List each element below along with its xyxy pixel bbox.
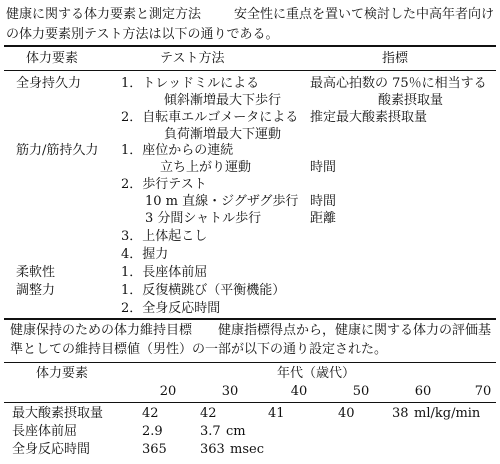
intro-line1-right: 安全性に重点を置いて検討した中高年者向け	[234, 7, 495, 22]
table2-age-header: 40	[290, 384, 308, 399]
table2-value-cell: 41	[268, 406, 285, 421]
table1-header-method: テスト方法	[160, 51, 225, 66]
table2-value-cell: 42	[200, 406, 217, 421]
table2-unit: ml/kg/min	[414, 406, 481, 421]
table1-method-cell: 負荷漸増最大下運動	[164, 127, 282, 142]
table1-method-cell: 1．座位からの連続	[121, 143, 234, 158]
table1-top-rule	[4, 45, 496, 47]
intro-line2: の体力要素別テスト方法は以下の通りである。	[6, 27, 279, 42]
table1-header-index: 指標	[382, 51, 409, 66]
table2-value-cell: 38	[392, 406, 409, 421]
table2-age-header: 50	[352, 384, 370, 399]
table1-index-cell: 酸素摂取量	[378, 93, 444, 108]
table1-method-cell: 1．反復横跳び（平衡機能）	[121, 283, 286, 298]
table2-age-header: 70	[474, 384, 492, 399]
table2-value-cell: 3.7	[200, 424, 221, 439]
mid-line1-right: 健康指標得点から，健康に関する体力の評価基	[218, 323, 492, 338]
table1-method-cell: 3 分間シャトル歩行	[145, 211, 262, 226]
table1-method-cell: 2．全身反応時間	[121, 301, 221, 316]
intro-line1-left: 健康に関する体力要素と測定方法	[6, 7, 202, 22]
table1-index-cell: 距離	[310, 211, 337, 226]
table1-method-cell: 10 m 直線・ジグザグ歩行	[145, 194, 299, 209]
table2-row-label: 長座体前屈	[12, 424, 78, 439]
table2-header-rule	[4, 402, 496, 403]
mid-line1-left: 健康保持のための体力維持目標	[10, 323, 193, 338]
table2-value-cell: 365	[142, 442, 167, 457]
table1-method-cell: 傾斜漸増最大下歩行	[164, 93, 282, 108]
table2-header-age: 年代（歳代）	[277, 366, 356, 381]
table1-method-cell: 3．上体起こし	[121, 229, 208, 244]
table1-element-cell: 筋力/筋持久力	[16, 143, 99, 158]
table1-method-cell: 2．歩行テスト	[121, 177, 207, 192]
table1-method-cell: 2．自転車エルゴメータによる	[121, 110, 299, 125]
table1-element-cell: 全身持久力	[16, 76, 82, 91]
table1-method-cell: 1．長座体前屈	[121, 265, 208, 280]
table1-header-element: 体力要素	[26, 51, 79, 66]
table1-header-rule	[4, 70, 496, 71]
table1-method-cell: 立ち上がり運動	[160, 160, 252, 175]
table2-top-rule	[4, 362, 496, 363]
table1-element-cell: 調整力	[16, 283, 56, 298]
table1-method-cell: 1．トレッドミルによる	[121, 76, 260, 91]
table2-age-header: 20	[159, 384, 177, 399]
table2-row-label: 全身反応時間	[12, 442, 91, 457]
table1-bottom-rule	[4, 318, 496, 320]
table2-value-cell: 40	[338, 406, 355, 421]
table1-index-cell: 最高心拍数の 75％に相当する	[310, 76, 487, 91]
table1-element-cell: 柔軟性	[16, 265, 56, 280]
table1-index-cell: 時間	[310, 194, 337, 209]
table2-unit: cm	[226, 424, 246, 439]
table2-age-header: 30	[221, 384, 239, 399]
table2-value-cell: 42	[142, 406, 159, 421]
table2-header-element: 体力要素	[36, 366, 89, 381]
table1-index-cell: 時間	[310, 160, 337, 175]
table2-row-label: 最大酸素摂取量	[12, 406, 104, 421]
table2-value-cell: 2.9	[142, 424, 163, 439]
table2-age-header: 60	[414, 384, 432, 399]
table1-method-cell: 4．握力	[121, 247, 169, 262]
mid-line2: 準としての維持目標値（男性）の一部が以下の通り設定された。	[10, 342, 388, 357]
table2-unit: msec	[230, 442, 264, 457]
table2-value-cell: 363	[200, 442, 225, 457]
table1-index-cell: 推定最大酸素摂取量	[310, 110, 428, 125]
